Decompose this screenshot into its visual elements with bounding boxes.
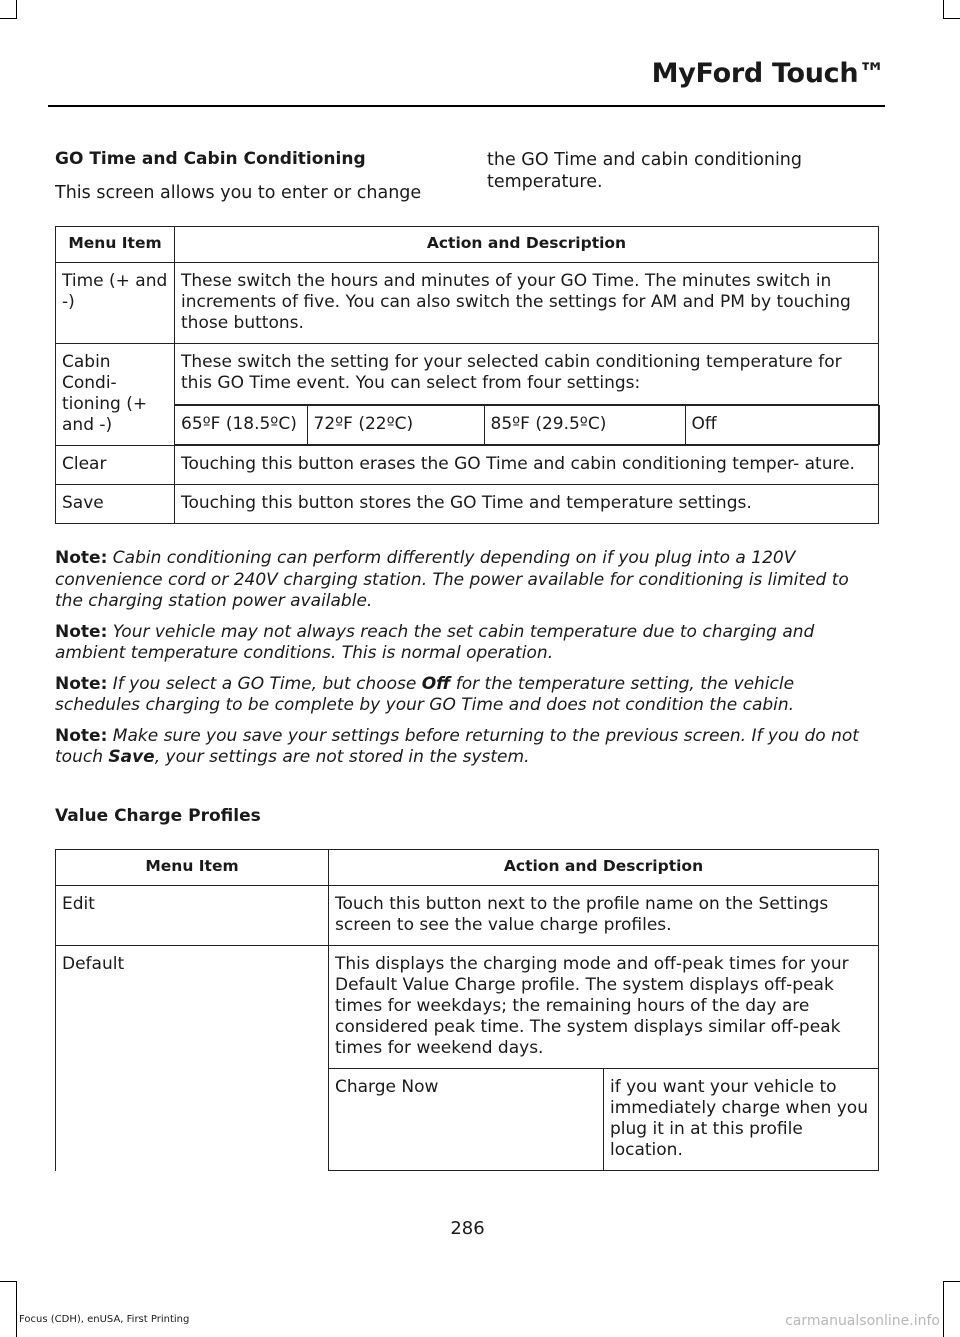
intro-left-column	[55, 148, 455, 204]
intro-text-left: This screen allows you to enter or change	[55, 183, 422, 203]
menu-item-cell: Clear	[56, 446, 175, 485]
charge-mode-description: if you want your vehicle to immediately charge when you plug it in at this profile location.	[604, 1069, 879, 1171]
page-header-title: MyFord Touch™	[651, 58, 885, 89]
note-text: If you select a GO Time, but choose	[112, 673, 422, 694]
menu-item-cell: Save	[56, 485, 175, 524]
crop-mark	[16, 1281, 17, 1337]
crop-mark	[943, 0, 944, 18]
crop-mark	[943, 18, 960, 19]
column-header: Action and Description	[175, 227, 879, 263]
header-rule	[48, 105, 885, 107]
table-row	[56, 344, 879, 405]
temperature-option: 72ºF (22ºC)	[307, 405, 484, 444]
note-label: Note:	[55, 673, 108, 694]
menu-item-cell: Edit	[56, 886, 329, 946]
description-cell: Touching this button stores the GO Time and temperature settings.	[175, 485, 879, 524]
note-text: , your settings are not stored in the system.	[154, 747, 530, 767]
table-header-row	[56, 850, 879, 886]
table-row	[56, 446, 879, 485]
column-header: Action and Description	[329, 850, 879, 886]
table-row	[56, 263, 879, 344]
note-emphasis: Save	[108, 747, 155, 767]
column-header: Menu Item	[56, 850, 329, 886]
go-time-table	[55, 226, 879, 524]
description-cell: This displays the charging mode and off-peak times for your Default Value Charge profile. The system displays off-peak times for weekdays; the remaining hours of the day are considered peak time. The system displays similar off-peak times for weekend days.	[329, 946, 879, 1069]
menu-item-cell: Time (+ and -)	[56, 263, 175, 344]
crop-mark	[943, 1281, 960, 1282]
note-text: Make sure you save your settings before returning to the previous screen. If you do not touch	[55, 725, 859, 767]
temperature-option: 85ºF (29.5ºC)	[484, 405, 685, 444]
note-text: Your vehicle may not always reach the set cabin temperature due to charging and ambient temperature conditions. This is normal operation.	[55, 621, 815, 663]
value-charge-table	[55, 849, 879, 1171]
notes-section	[55, 548, 880, 778]
temperature-option: Off	[685, 405, 879, 444]
table-header-row	[56, 227, 879, 263]
note-text: for the temperature setting, the vehicle schedules charging to be complete by your GO Time and does not condition the cabin.	[55, 673, 795, 715]
table-row	[56, 485, 879, 524]
note-label: Note:	[55, 621, 108, 642]
note	[55, 726, 880, 769]
table-row	[56, 886, 879, 946]
temperature-options-cell	[175, 404, 879, 445]
menu-item-cell: Cabin Condi- tioning (+ and -)	[56, 344, 175, 446]
crop-mark	[0, 1281, 17, 1282]
section-heading: GO Time and Cabin Conditioning	[55, 149, 366, 169]
page-number: 286	[450, 1218, 485, 1239]
note-text: Cabin conditioning can perform differently depending on if you plug into a 120V convenience cord or 240V charging station. The power available for conditioning is limited to the charging station power available.	[55, 548, 849, 611]
description-cell: Touch this button next to the profile name on the Settings screen to see the value charge profiles.	[329, 886, 879, 946]
note	[55, 622, 880, 665]
note	[55, 674, 880, 717]
column-header: Menu Item	[56, 227, 175, 263]
footer-text: Focus (CDH), enUSA, First Printing	[19, 1314, 190, 1325]
crop-mark	[16, 0, 17, 18]
value-charge-heading: Value Charge Profiles	[55, 806, 261, 826]
charge-mode-cell: Charge Now	[329, 1069, 604, 1171]
temperature-option: 65ºF (18.5ºC)	[175, 405, 307, 444]
note-label: Note:	[55, 725, 108, 746]
description-cell: These switch the hours and minutes of your GO Time. The minutes switch in increments of five. You can also switch the settings for AM and PM by touching those buttons.	[175, 263, 879, 344]
crop-mark	[943, 1281, 944, 1337]
intro-right-column: the GO Time and cabin conditioning temperature.	[487, 150, 802, 192]
table-row	[56, 946, 879, 1069]
temperature-options-row	[56, 404, 879, 445]
description-cell: These switch the setting for your selected cabin conditioning temperature for this GO Time event. You can select from four settings:	[175, 344, 879, 405]
note	[55, 548, 880, 613]
menu-item-cell: Default	[56, 946, 329, 1171]
note-emphasis: Off	[421, 673, 451, 694]
note-label: Note:	[55, 548, 108, 568]
temperature-options-table	[175, 405, 880, 445]
crop-mark	[0, 18, 17, 19]
description-cell: Touching this button erases the GO Time and cabin conditioning temper- ature.	[175, 446, 879, 485]
watermark: carmanualsonline.info	[785, 1313, 940, 1329]
